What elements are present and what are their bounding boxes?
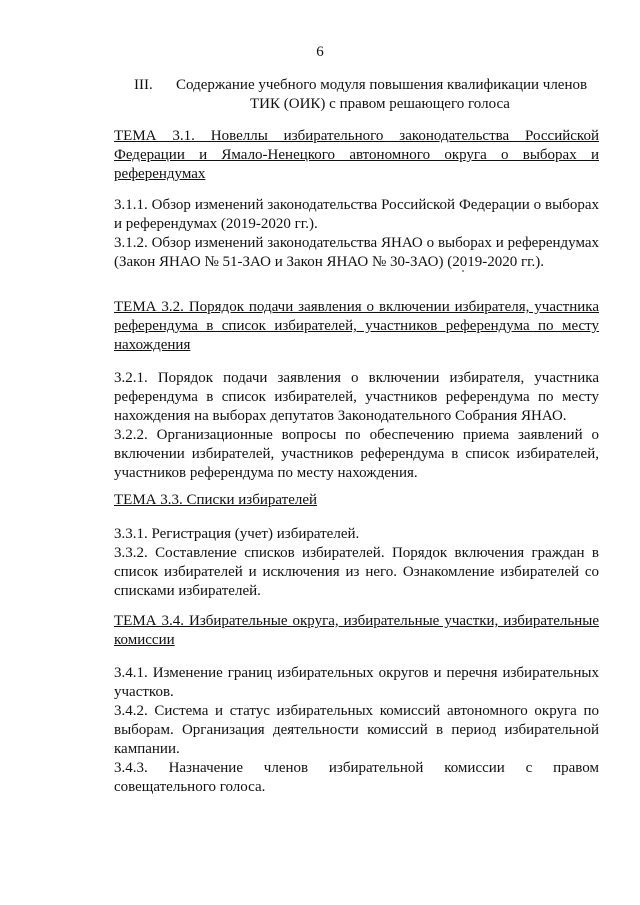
- topic-3-3-items: [114, 525, 599, 601]
- section-numeral: III.: [134, 77, 153, 93]
- section-title-line-2: ТИК (ОИК) с правом решающего голоса: [250, 96, 510, 112]
- topic-3-1-heading-block: [114, 127, 599, 184]
- topic-heading: ТЕМА 3.1. Новеллы избирательного законодательства Российской Федерации и Ямало-Ненецкого автономного округа о выборах и референдумах: [114, 128, 599, 182]
- scan-speck: [462, 270, 464, 272]
- list-item: 3.4.1. Изменение границ избирательных округов и перечня избирательных участков.: [114, 665, 599, 700]
- topic-3-4-items: [114, 664, 599, 797]
- list-item: 3.4.3. Назначение членов избирательной комиссии с правом совещательного голоса.: [114, 760, 599, 795]
- topic-3-4-heading-block: [114, 612, 599, 650]
- topic-heading: ТЕМА 3.2. Порядок подачи заявления о включении избирателя, участника референдума в список избирателей, участников референдума по месту нахождения: [114, 299, 599, 353]
- list-item: 3.3.1. Регистрация (учет) избирателей.: [114, 526, 360, 542]
- list-item: 3.2.2. Организационные вопросы по обеспечению приема заявлений о включении избирателей, участников референдума в список избирателей, участников референдума по месту нахождения.: [114, 427, 599, 481]
- section-title-line-1: Содержание учебного модуля повышения квалификации членов: [176, 77, 588, 93]
- list-item: 3.4.2. Система и статус избирательных комиссий автономного округа по выборам. Организация деятельности комиссий в период избирательной кампании.: [114, 703, 599, 757]
- topic-3-2-heading-block: [114, 298, 599, 355]
- topic-heading: ТЕМА 3.4. Избирательные округа, избирательные участки, избирательные комиссии: [114, 613, 599, 648]
- list-item: 3.3.2. Составление списков избирателей. Порядок включения граждан в список избирателей и исключения из него. Ознакомление избирателей со списками избирателей.: [114, 545, 599, 599]
- list-item: 3.1.2. Обзор изменений законодательства ЯНАО о выборах и референдумах (Закон ЯНАО № 51-ЗАО и Закон ЯНАО № 30-ЗАО) (2019-2020 гг.).: [114, 235, 599, 270]
- topic-heading: ТЕМА 3.3. Списки избирателей: [114, 492, 318, 508]
- list-item: 3.1.1. Обзор изменений законодательства Российской Федерации о выборах и референдумах (2019-2020 гг.).: [114, 197, 599, 232]
- topic-3-1-items: [114, 196, 599, 272]
- topic-3-3-heading-block: [114, 491, 599, 510]
- topic-3-2-items: [114, 369, 599, 483]
- page-number: 6: [316, 44, 324, 60]
- list-item: 3.2.1. Порядок подачи заявления о включении избирателя, участника референдума в список избирателей, участников референдума по месту нахождения на выборах депутатов Законодательного Собрания ЯНАО.: [114, 370, 599, 424]
